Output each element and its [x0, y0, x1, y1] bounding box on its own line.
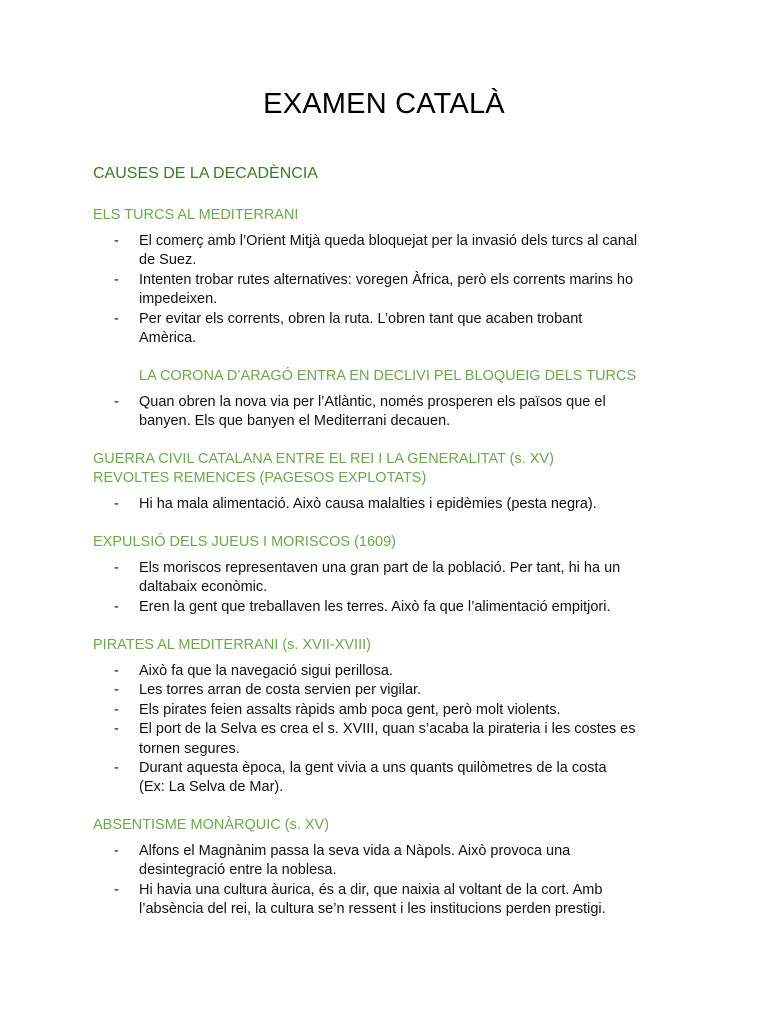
list-item: - Eren la gent que treballaven les terres. Això fa que l’alimentació empitjori. [93, 598, 693, 617]
bullet-marker: - [114, 271, 119, 288]
bullet-marker: - [114, 701, 119, 718]
bullet-list-pirates [93, 662, 693, 798]
bullet-marker: - [114, 721, 119, 738]
list-item: - Alfons el Magnànim passa la seva vida a Nàpols. Això provoca una desintegració entre la noblesa. [114, 843, 571, 879]
bullet-list-corona [93, 393, 693, 432]
list-item: - El comerç amb l’Orient Mitjà queda bloquejat per la invasió dels turcs al canal de Suez. [114, 233, 638, 269]
list-item: - Els pirates feien assalts ràpids amb poca gent, però molt violents. [93, 701, 693, 720]
bullet-marker: - [114, 496, 119, 512]
list-item: - Hi ha mala alimentació. Això causa malalties i epidèmies (pesta negra). [93, 495, 693, 514]
bullet-list-turcs [93, 232, 693, 348]
list-item: - Els moriscos representaven una gran part de la població. Per tant, hi ha un daltabaix econòmic. [114, 560, 621, 596]
list-item: - Això fa que la navegació sigui perillosa. [93, 662, 693, 681]
bullet-marker: - [114, 682, 119, 699]
bullet-marker: - [114, 663, 119, 679]
bullet-list-expulsio [93, 559, 693, 617]
list-item: - El port de la Selva es crea el s. XVIII, quan s’acaba la pirateria i les costes es tornen segures. [114, 721, 636, 757]
bullet-marker: - [114, 598, 119, 615]
list-item: - Les torres arran de costa servien per vigilar. [93, 681, 693, 700]
bullet-marker: - [114, 560, 119, 576]
document-title: EXAMEN CATALÀ [263, 88, 505, 120]
list-item: - Quan obren la nova via per l’Atlàntic, només prosperen els països que el banyen. Els que banyen el Mediterrani decauen. [114, 394, 606, 430]
bullet-marker: - [114, 233, 119, 249]
section-heading-absentisme: ABSENTISME MONÀRQUIC (s. XV) [93, 817, 330, 833]
bullet-marker: - [114, 881, 119, 898]
list-item: - Durant aquesta època, la gent vivia a uns quants quilòmetres de la costa (Ex: La Selva de Mar). [114, 760, 607, 796]
section-heading-pirates: PIRATES AL MEDITERRANI (s. XVII-XVIII) [93, 637, 371, 653]
section-heading-remences: REVOLTES REMENCES (PAGESOS EXPLOTATS) [93, 470, 427, 486]
section-heading-guerra: GUERRA CIVIL CATALANA ENTRE EL REI I LA GENERALITAT (s. XV) [93, 451, 554, 467]
section-heading-expulsio: EXPULSIÓ DELS JUEUS I MORISCOS (1609) [93, 534, 396, 550]
subheading-corona: LA CORONA D’ARAGÓ ENTRA EN DECLIVI PEL BLOQUEIG DELS TURCS [139, 368, 637, 384]
bullet-list-absentisme [93, 842, 693, 920]
bullet-marker: - [114, 310, 119, 327]
section-heading-turcs: ELS TURCS AL MEDITERRANI [93, 207, 299, 223]
list-item: - Per evitar els corrents, obren la ruta. L’obren tant que acaben trobant Amèrica. [114, 310, 583, 347]
bullet-marker: - [114, 760, 119, 777]
main-heading: CAUSES DE LA DECADÈNCIA [93, 165, 318, 182]
bullet-marker: - [114, 843, 119, 859]
list-item: - Hi havia una cultura àurica, és a dir, que naixia al voltant de la cort. Amb l’absència del rei, la cultura se’n ressent i les institucions perden prestigi. [114, 881, 606, 918]
list-item: - Intenten trobar rutes alternatives: voregen Àfrica, però els corrents marins ho impedeixen. [114, 271, 634, 308]
bullet-marker: - [114, 394, 119, 410]
bullet-list-guerra [93, 495, 693, 514]
